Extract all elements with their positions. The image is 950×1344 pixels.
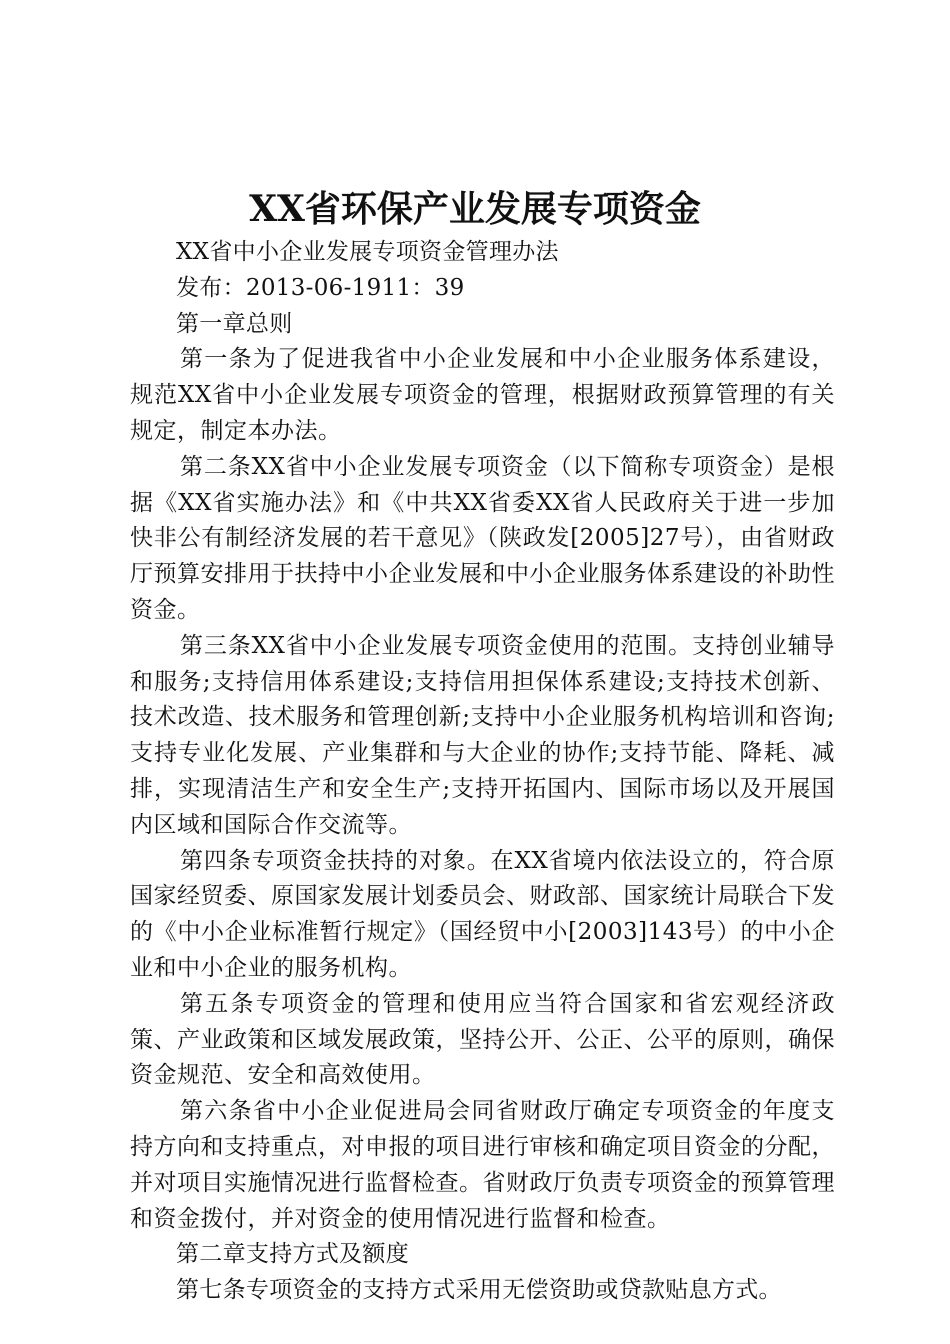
document-subtitle: XX省中小企业发展专项资金管理办法 [176, 239, 559, 265]
publish-date: 发布：2013-06-1911：39 [176, 274, 465, 301]
document-title: XX省环保产业发展专项资金 [249, 188, 701, 230]
article-paragraph: 第七条专项资金的支持方式采用无偿资助或贷款贴息方式。 [176, 1277, 782, 1304]
article-paragraph: 第一条为了促进我省中小企业发展和中小企业服务体系建设，规范XX省中小企业发展专项资金的管理，根据财政预算管理的有关规定，制定本办法。 [130, 346, 835, 444]
article-paragraph: 第二条XX省中小企业发展专项资金（以下简称专项资金）是根据《XX省实施办法》和《中共XX省委XX省人民政府关于进一步加快非公有制经济发展的若干意见》（陕政发[2005]27号），由省财政厅预算安排用于扶持中小企业发展和中小企业服务体系建设的补助性资金。 [130, 453, 835, 623]
article-paragraph: 第六条省中小企业促进局会同省财政厅确定专项资金的年度支持方向和支持重点，对申报的项目进行审核和确定项目资金的分配，并对项目实施情况进行监督检查。省财政厅负责专项资金的预算管理和资金拨付，并对资金的使用情况进行监督和检查。 [130, 1098, 835, 1232]
document-body [130, 235, 835, 1309]
chapter-heading: 第二章支持方式及额度 [176, 1241, 409, 1268]
article-paragraph: 第三条XX省中小企业发展专项资金使用的范围。支持创业辅导和服务;支持信用体系建设;支持信用担保体系建设;支持技术创新、技术改造、技术服务和管理创新;支持中小企业服务机构培训和咨询;支持专业化发展、产业集群和与大企业的协作;支持节能、降耗、减排，实现清洁生产和安全生产;支持开拓国内、国际市场以及开展国内区域和国际合作交流等。 [130, 632, 835, 838]
article-paragraph: 第五条专项资金的管理和使用应当符合国家和省宏观经济政策、产业政策和区域发展政策，坚持公开、公正、公平的原则，确保资金规范、安全和高效使用。 [130, 990, 835, 1089]
article-paragraph: 第四条专项资金扶持的对象。在XX省境内依法设立的，符合原国家经贸委、原国家发展计划委员会、财政部、国家统计局联合下发的《中小企业标准暂行规定》（国经贸中小[2003]143号）的中小企业和中小企业的服务机构。 [130, 847, 835, 981]
chapter-heading: 第一章总则 [176, 310, 293, 337]
